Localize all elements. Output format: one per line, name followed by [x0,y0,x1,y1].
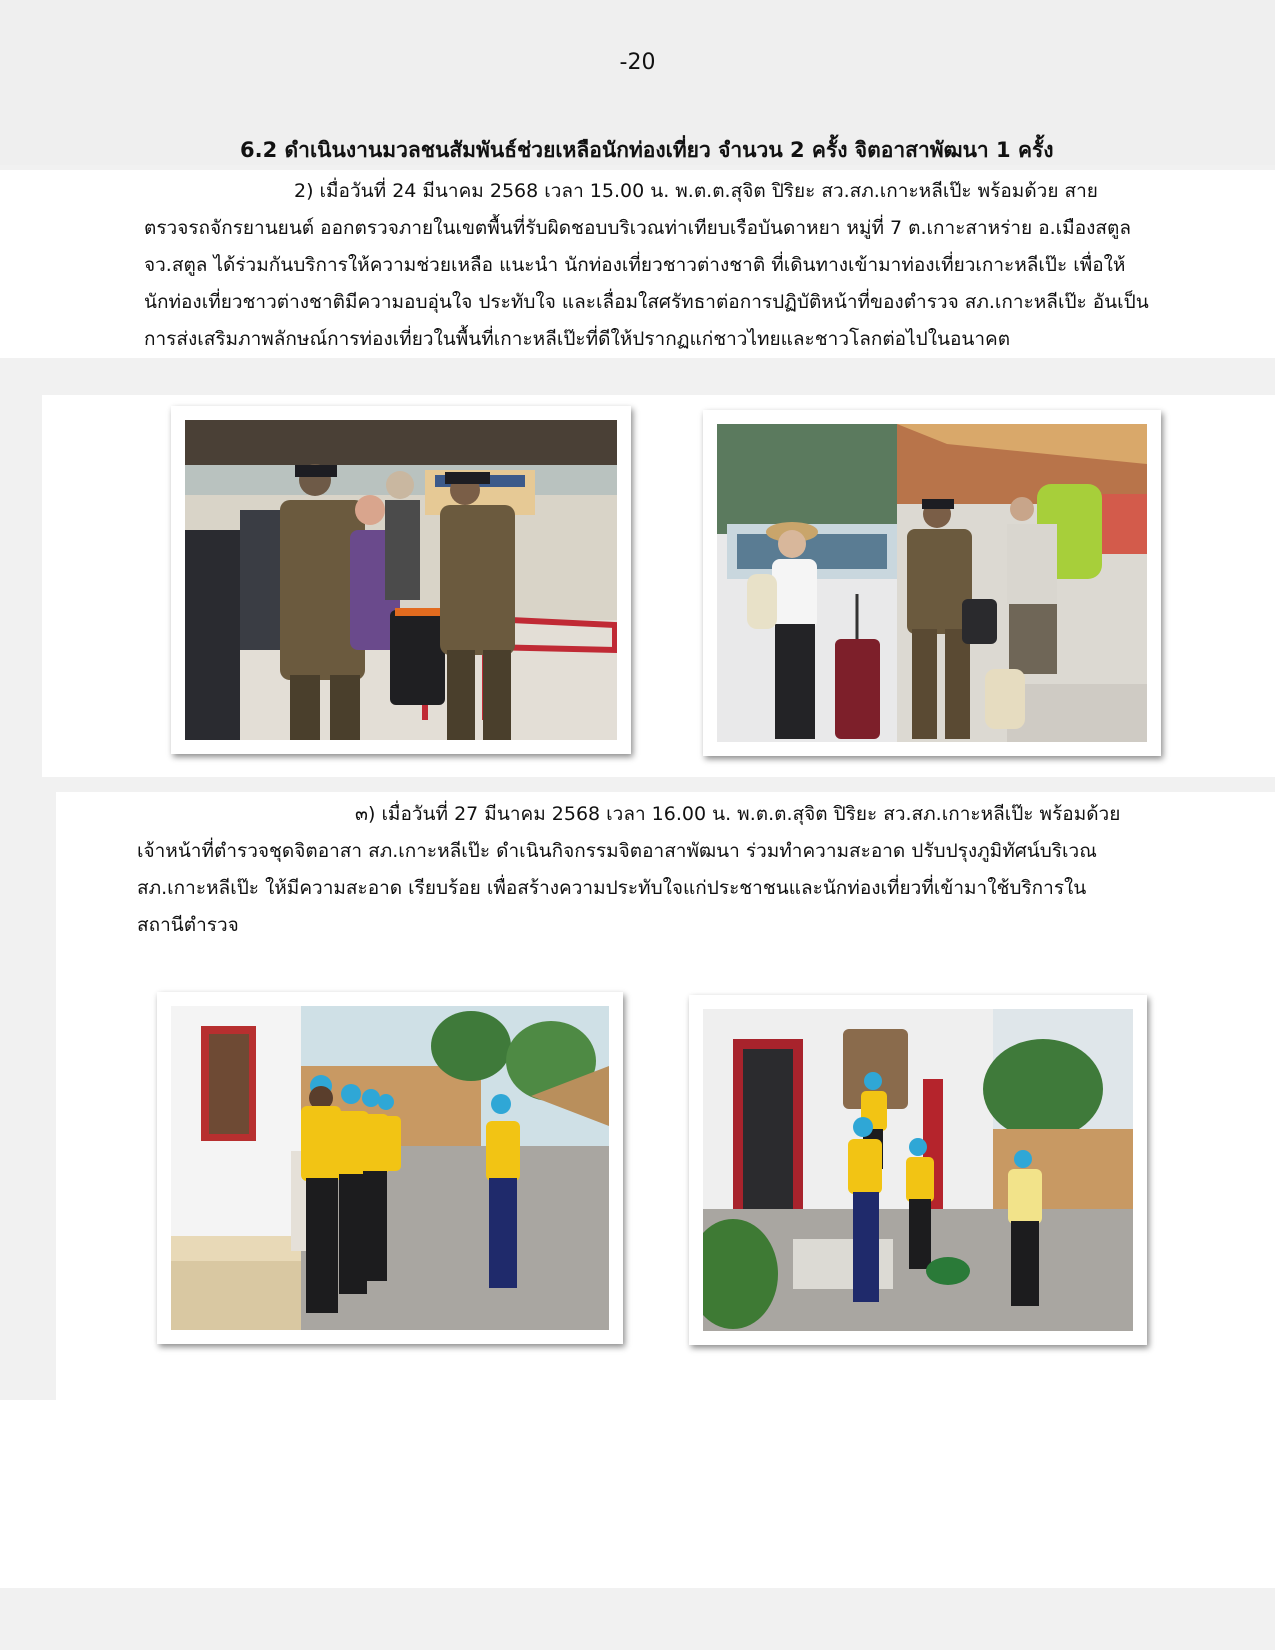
paragraph-line: ๓) เมื่อวันที่ 27 มีนาคม 2568 เวลา 16.00 น. พ.ต.ต.สุจิต ปิริยะ สว.สภ.เกาะหลีเป๊ะ พร้อมด้วย [355,803,1121,825]
pier-assist-scene [185,420,617,740]
paragraph-item-2 [144,173,1149,358]
photo-volunteer-cleaning [689,995,1147,1345]
photo-pier-assist [171,406,631,754]
paragraph-line: จว.สตูล ได้ร่วมกันบริการให้ความช่วยเหลือ แนะนำ นักท่องเที่ยวชาวต่างชาติ ที่เดินทางเข้ามาท่องเที่ยวเกาะหลีเป๊ะ เพื่อให้ [144,254,1126,276]
paragraph-line: เจ้าหน้าที่ตำรวจชุดจิตอาสา สภ.เกาะหลีเป๊ะ ดำเนินกิจกรรมจิตอาสาพัฒนา ร่วมทำความสะอาด ปรับปรุงภูมิทัศน์บริเวณ [137,840,1097,862]
page-number: -20 [619,50,656,75]
paragraph-line: นักท่องเที่ยวชาวต่างชาติมีความอบอุ่นใจ ประทับใจ และเลื่อมใสศรัทธาต่อการปฏิบัติหน้าที่ของตำรวจ สภ.เกาะหลีเป๊ะ อันเป็น [144,291,1149,313]
paragraph-line: การส่งเสริมภาพลักษณ์การท่องเที่ยวในพื้นที่เกาะหลีเป๊ะที่ดีให้ปรากฏแก่ชาวไทยและชาวโลกต่อไปในอนาคต [144,328,1011,350]
photo-luggage-help [703,410,1161,756]
paragraph-line: 2) เมื่อวันที่ 24 มีนาคม 2568 เวลา 15.00 น. พ.ต.ต.สุจิต ปิริยะ สว.สภ.เกาะหลีเป๊ะ พร้อมด้วย สาย [294,180,1098,202]
paragraph-item-3 [137,796,1120,944]
paragraph-line: สถานีตำรวจ [137,914,239,936]
paragraph-line: สภ.เกาะหลีเป๊ะ ให้มีความสะอาด เรียบร้อย เพื่อสร้างความประทับใจแก่ประชาชนและนักท่องเที่ยวที่เข้ามาใช้บริการใน [137,877,1087,899]
photo-volunteer-lineup [157,992,623,1344]
volunteer-lineup-scene [171,1006,609,1330]
luggage-help-scene [717,424,1147,742]
paragraph-line: ตรวจรถจักรยานยนต์ ออกตรวจภายในเขตพื้นที่รับผิดชอบบริเวณท่าเทียบเรือบันดาหยา หมู่ที่ 7 ต.เกาะสาหร่าย อ.เมืองสตูล [144,217,1131,239]
volunteer-cleaning-scene [703,1009,1133,1331]
paper-band [0,1400,1275,1588]
section-heading: 6.2 ดำเนินงานมวลชนสัมพันธ์ช่วยเหลือนักท่องเที่ยว จำนวน 2 ครั้ง จิตอาสาพัฒนา 1 ครั้ง [240,138,1054,162]
